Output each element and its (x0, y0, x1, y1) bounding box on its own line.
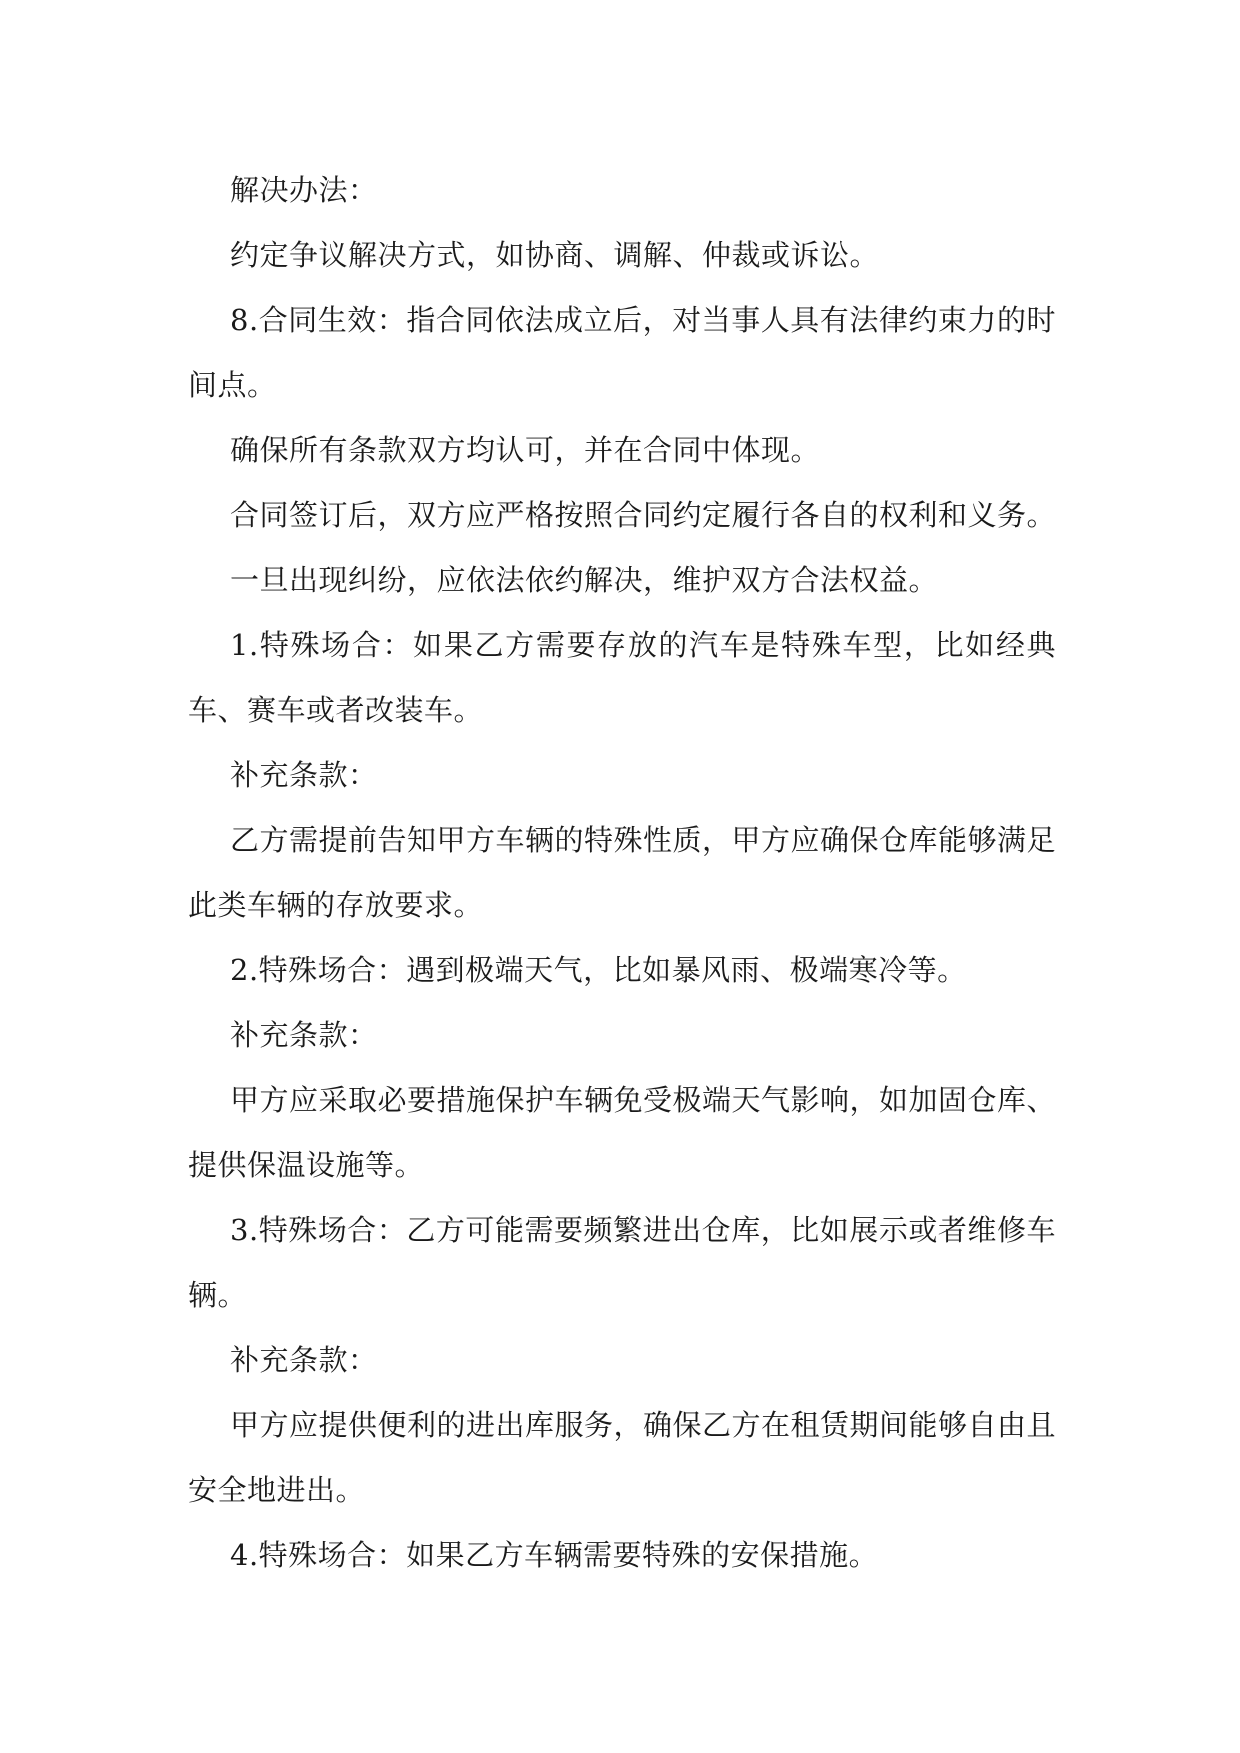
supplementary-clause-1: 乙方需提前告知甲方车辆的特殊性质，甲方应确保仓库能够满足此类车辆的存放要求。 (188, 823, 1057, 922)
supplementary-heading-3: 补充条款： (230, 1343, 378, 1377)
special-case-1: 1.特殊场合：如果乙方需要存放的汽车是特殊车型，比如经典车、赛车或者改装车。 (188, 628, 1056, 727)
paragraph-mutual-agreement: 确保所有条款双方均认可，并在合同中体现。 (230, 433, 821, 467)
section-heading-resolution: 解决办法： (230, 173, 378, 207)
document-body (188, 158, 1056, 1588)
clause-8-contract-effect: 8.合同生效：指合同依法成立后，对当事人具有法律约束力的时间点。 (188, 303, 1056, 402)
paragraph-performance: 合同签订后，双方应严格按照合同约定履行各自的权利和义务。 (230, 498, 1057, 532)
supplementary-clause-2: 甲方应采取必要措施保护车辆免受极端天气影响，如加固仓库、提供保温设施等。 (188, 1083, 1057, 1182)
supplementary-heading-1: 补充条款： (230, 758, 378, 792)
special-case-4: 4.特殊场合：如果乙方车辆需要特殊的安保措施。 (230, 1538, 879, 1572)
supplementary-heading-2: 补充条款： (230, 1018, 378, 1052)
supplementary-clause-3: 甲方应提供便利的进出库服务，确保乙方在租赁期间能够自由且安全地进出。 (188, 1408, 1057, 1507)
paragraph-dispute-handling: 一旦出现纠纷，应依法依约解决，维护双方合法权益。 (230, 563, 939, 597)
special-case-2: 2.特殊场合：遇到极端天气，比如暴风雨、极端寒冷等。 (230, 953, 967, 987)
paragraph-dispute-method: 约定争议解决方式，如协商、调解、仲裁或诉讼。 (230, 238, 880, 272)
special-case-3: 3.特殊场合：乙方可能需要频繁进出仓库，比如展示或者维修车辆。 (188, 1213, 1056, 1312)
